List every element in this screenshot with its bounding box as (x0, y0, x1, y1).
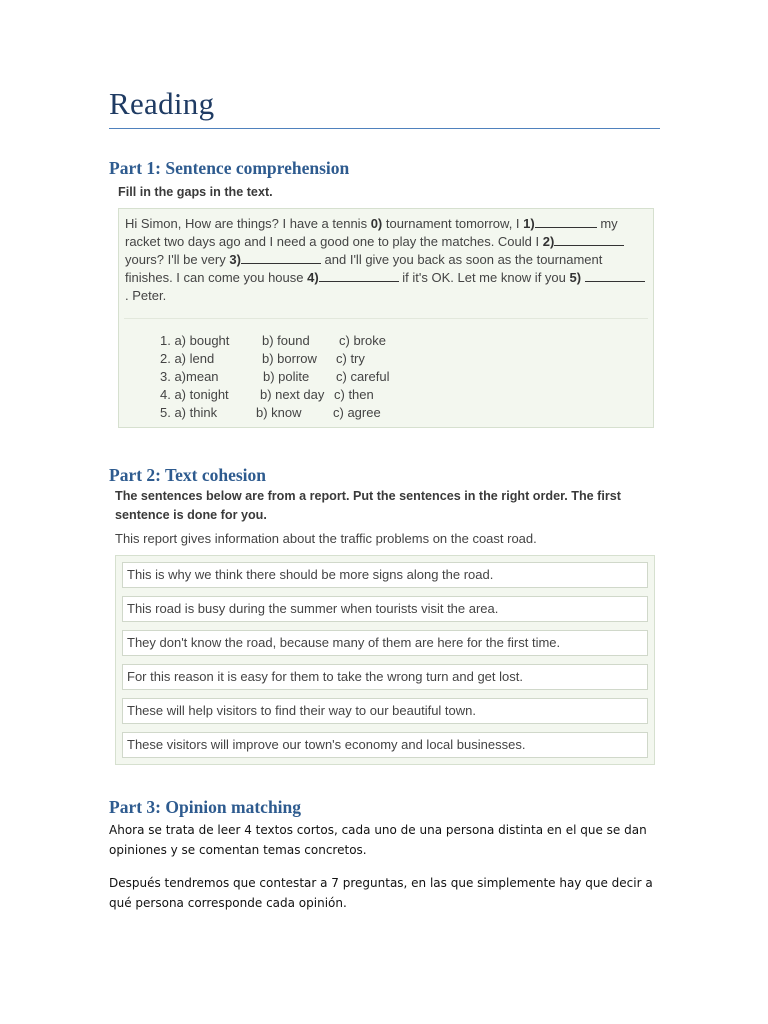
option-c[interactable]: c) try (336, 351, 365, 366)
sentence-item[interactable]: For this reason it is easy for them to take the wrong turn and get lost. (122, 664, 648, 690)
option-c[interactable]: c) careful (336, 369, 390, 384)
sentence-item[interactable]: This road is busy during the summer when tourists visit the area. (122, 596, 648, 622)
part1-instruction: Fill in the gaps in the text. (118, 185, 273, 199)
text-segment: my racket two days ago and I need a good one to play the matches. Could I (125, 216, 618, 249)
text-segment: . Peter. (125, 288, 167, 303)
option-a[interactable]: 5. a) think (160, 405, 218, 420)
option-c[interactable]: c) broke (339, 333, 386, 348)
option-c[interactable]: c) then (334, 387, 374, 402)
option-a[interactable]: 2. a) lend (160, 351, 215, 366)
gap-blank-5[interactable] (585, 269, 645, 282)
part1-heading: Part 1: Sentence comprehension (109, 158, 350, 178)
gap-fill-text (125, 215, 645, 305)
gap-number: 4) (307, 270, 319, 285)
option-a[interactable]: 4. a) tonight (160, 387, 229, 402)
part2-instruction: The sentences below are from a report. Put the sentences in the right order. The first sentence is done for you. (115, 489, 621, 522)
page-title: Reading (109, 86, 215, 121)
option-a[interactable]: 3. a)mean (160, 369, 219, 384)
gap-blank-4[interactable] (319, 269, 399, 282)
option-b[interactable]: b) borrow (262, 351, 317, 366)
text-segment: and I'll give you back as soon as the tournament finishes. I can come you house (125, 252, 603, 285)
part2-heading: Part 2: Text cohesion (109, 465, 267, 485)
option-c[interactable]: c) agree (333, 405, 381, 420)
text-segment: if it's OK. Let me know if you (398, 270, 570, 285)
gap-blank-2[interactable] (554, 233, 624, 246)
text-segment: tournament tomorrow, I (382, 216, 524, 231)
sentence-item[interactable]: These will help visitors to find their way to our beautiful town. (122, 698, 648, 724)
option-b[interactable]: b) polite (263, 369, 310, 384)
text-segment: Hi Simon, How are things? I have a tennis (125, 216, 371, 231)
title-divider (109, 128, 660, 129)
option-b[interactable]: b) found (262, 333, 310, 348)
gap-number: 1) (523, 216, 535, 231)
gap-number: 3) (229, 252, 241, 267)
gap-blank-3[interactable] (241, 251, 321, 264)
sentence-item[interactable]: They don't know the road, because many of them are here for the first time. (122, 630, 648, 656)
part2-sentence-box (115, 555, 655, 765)
gap-number: 5) (569, 270, 582, 285)
gap-blank-1[interactable] (535, 215, 597, 228)
sentence-item[interactable]: These visitors will improve our town's economy and local businesses. (122, 732, 648, 758)
option-a[interactable]: 1. a) bought (160, 333, 230, 348)
part3-heading: Part 3: Opinion matching (109, 797, 302, 817)
sentence-item[interactable]: This is why we think there should be more signs along the road. (122, 562, 648, 588)
option-b[interactable]: b) know (256, 405, 302, 420)
gap-number: 2) (542, 234, 555, 249)
box-divider (124, 318, 648, 319)
part3-paragraph-1: Ahora se trata de leer 4 textos cortos, cada uno de una persona distinta en el que se dan opiniones y se comentan temas concretos. (109, 823, 647, 857)
gap-number: 0) (370, 216, 383, 231)
part3-paragraph-2: Después tendremos que contestar a 7 preguntas, en las que simplemente hay que decir a qué persona corresponde cada opinión. (109, 876, 653, 910)
option-b[interactable]: b) next day (260, 387, 325, 402)
part2-first-sentence: This report gives information about the traffic problems on the coast road. (115, 531, 537, 546)
part1-exercise-box (118, 208, 654, 428)
text-segment: yours? I'll be very (125, 252, 230, 267)
